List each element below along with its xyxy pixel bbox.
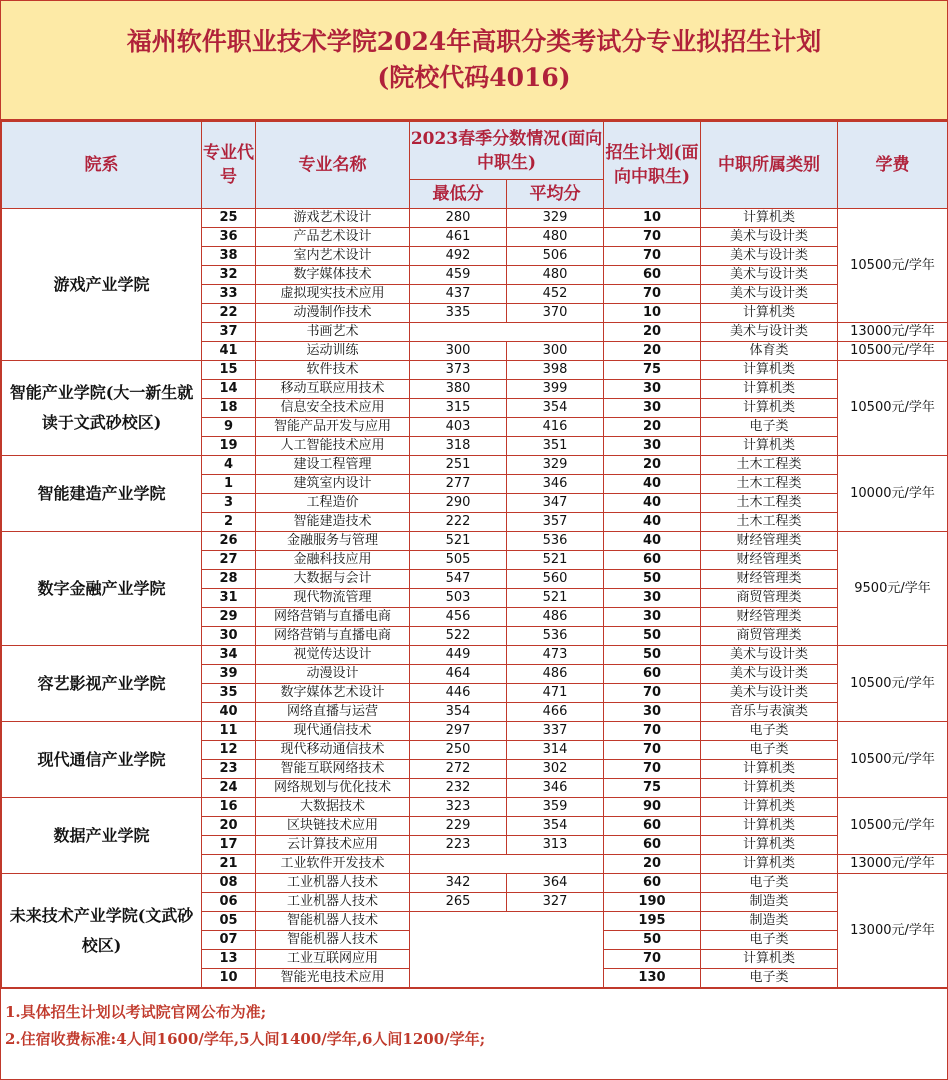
min-score: 446 <box>410 684 507 703</box>
plan-count: 70 <box>604 950 701 969</box>
plan-count: 60 <box>604 817 701 836</box>
major-name: 大数据技术 <box>256 798 410 817</box>
avg-score: 354 <box>507 817 604 836</box>
major-code: 28 <box>202 570 256 589</box>
plan-count: 50 <box>604 627 701 646</box>
min-score: 297 <box>410 722 507 741</box>
table-row <box>2 456 948 475</box>
avg-score: 300 <box>507 342 604 361</box>
avg-score: 314 <box>507 741 604 760</box>
department-name: 现代通信产业学院 <box>2 722 202 798</box>
major-name: 工业软件开发技术 <box>256 855 410 874</box>
major-name: 动漫设计 <box>256 665 410 684</box>
category: 商贸管理类 <box>701 627 838 646</box>
major-code: 12 <box>202 741 256 760</box>
plan-count: 70 <box>604 228 701 247</box>
tuition-fee: 10500元/学年 <box>838 798 948 855</box>
major-code: 27 <box>202 551 256 570</box>
department-name: 智能产业学院(大一新生就读于文武砂校区) <box>2 361 202 456</box>
plan-count: 195 <box>604 912 701 931</box>
avg-score: 313 <box>507 836 604 855</box>
avg-score: 506 <box>507 247 604 266</box>
plan-count: 60 <box>604 551 701 570</box>
tuition-fee: 13000元/学年 <box>838 323 948 342</box>
min-score: 251 <box>410 456 507 475</box>
min-score: 459 <box>410 266 507 285</box>
title-line-1: 福州软件职业技术学院2024年高职分类考试分专业拟招生计划 <box>126 27 822 56</box>
category: 土木工程类 <box>701 494 838 513</box>
category: 计算机类 <box>701 437 838 456</box>
table-row <box>2 646 948 665</box>
category: 美术与设计类 <box>701 247 838 266</box>
tuition-fee: 13000元/学年 <box>838 874 948 988</box>
avg-score: 486 <box>507 608 604 627</box>
notes <box>1 988 947 1053</box>
note-2: 2.住宿收费标准:4人间1600/学年,5人间1400/学年,6人间1200/学年; <box>5 1030 486 1048</box>
plan-count: 30 <box>604 703 701 722</box>
min-score: 492 <box>410 247 507 266</box>
avg-score: 521 <box>507 589 604 608</box>
min-score: 456 <box>410 608 507 627</box>
min-score: 232 <box>410 779 507 798</box>
major-name: 智能光电技术应用 <box>256 969 410 988</box>
category: 计算机类 <box>701 855 838 874</box>
category: 电子类 <box>701 418 838 437</box>
avg-score: 337 <box>507 722 604 741</box>
avg-score: 536 <box>507 627 604 646</box>
avg-score: 471 <box>507 684 604 703</box>
major-code: 22 <box>202 304 256 323</box>
plan-count: 20 <box>604 323 701 342</box>
plan-count: 10 <box>604 304 701 323</box>
major-code: 2 <box>202 513 256 532</box>
min-score: 354 <box>410 703 507 722</box>
major-name: 人工智能技术应用 <box>256 437 410 456</box>
plan-count: 40 <box>604 532 701 551</box>
major-code: 32 <box>202 266 256 285</box>
min-score: 280 <box>410 209 507 228</box>
category: 计算机类 <box>701 836 838 855</box>
header-code: 专业代号 <box>202 122 256 209</box>
major-code: 33 <box>202 285 256 304</box>
major-code: 25 <box>202 209 256 228</box>
major-name: 移动互联应用技术 <box>256 380 410 399</box>
major-name: 智能产品开发与应用 <box>256 418 410 437</box>
category: 商贸管理类 <box>701 589 838 608</box>
avg-score: 354 <box>507 399 604 418</box>
header-dept: 院系 <box>2 122 202 209</box>
major-code: 21 <box>202 855 256 874</box>
major-code: 40 <box>202 703 256 722</box>
category: 制造类 <box>701 893 838 912</box>
avg-score: 351 <box>507 437 604 456</box>
department-name: 容艺影视产业学院 <box>2 646 202 722</box>
plan-count: 20 <box>604 855 701 874</box>
min-score: 342 <box>410 874 507 893</box>
major-name: 网络营销与直播电商 <box>256 608 410 627</box>
tuition-fee: 10500元/学年 <box>838 361 948 456</box>
category: 计算机类 <box>701 798 838 817</box>
plan-count: 50 <box>604 931 701 950</box>
plan-count: 30 <box>604 399 701 418</box>
plan-count: 20 <box>604 456 701 475</box>
major-name: 金融服务与管理 <box>256 532 410 551</box>
major-code: 14 <box>202 380 256 399</box>
min-score: 521 <box>410 532 507 551</box>
category: 美术与设计类 <box>701 266 838 285</box>
category: 计算机类 <box>701 817 838 836</box>
major-code: 16 <box>202 798 256 817</box>
major-name: 云计算技术应用 <box>256 836 410 855</box>
category: 财经管理类 <box>701 570 838 589</box>
avg-score: 329 <box>507 456 604 475</box>
major-code: 23 <box>202 760 256 779</box>
tuition-fee: 13000元/学年 <box>838 855 948 874</box>
category: 电子类 <box>701 874 838 893</box>
major-name: 现代移动通信技术 <box>256 741 410 760</box>
category: 土木工程类 <box>701 475 838 494</box>
plan-count: 75 <box>604 361 701 380</box>
major-name: 建筑室内设计 <box>256 475 410 494</box>
tuition-fee: 10500元/学年 <box>838 209 948 323</box>
major-code: 17 <box>202 836 256 855</box>
header-avg-score: 平均分 <box>507 180 604 209</box>
major-code: 20 <box>202 817 256 836</box>
major-name: 智能机器人技术 <box>256 931 410 950</box>
avg-score: 370 <box>507 304 604 323</box>
min-score: 272 <box>410 760 507 779</box>
major-code: 3 <box>202 494 256 513</box>
major-code: 39 <box>202 665 256 684</box>
header-name: 专业名称 <box>256 122 410 209</box>
avg-score: 416 <box>507 418 604 437</box>
major-code: 07 <box>202 931 256 950</box>
category: 电子类 <box>701 969 838 988</box>
tuition-fee: 10500元/学年 <box>838 342 948 361</box>
min-score: 373 <box>410 361 507 380</box>
plan-count: 70 <box>604 760 701 779</box>
header-min-score: 最低分 <box>410 180 507 209</box>
category: 美术与设计类 <box>701 285 838 304</box>
plan-count: 40 <box>604 475 701 494</box>
plan-count: 30 <box>604 589 701 608</box>
plan-count: 75 <box>604 779 701 798</box>
min-score: 315 <box>410 399 507 418</box>
tuition-fee: 10500元/学年 <box>838 646 948 722</box>
min-score: 403 <box>410 418 507 437</box>
major-name: 金融科技应用 <box>256 551 410 570</box>
plan-count: 130 <box>604 969 701 988</box>
category: 计算机类 <box>701 380 838 399</box>
major-name: 智能建造技术 <box>256 513 410 532</box>
major-code: 26 <box>202 532 256 551</box>
major-name: 网络营销与直播电商 <box>256 627 410 646</box>
plan-count: 20 <box>604 418 701 437</box>
major-code: 29 <box>202 608 256 627</box>
avg-score: 359 <box>507 798 604 817</box>
plan-count: 30 <box>604 380 701 399</box>
avg-score: 357 <box>507 513 604 532</box>
major-name: 书画艺术 <box>256 323 410 342</box>
major-code: 05 <box>202 912 256 931</box>
major-name: 产品艺术设计 <box>256 228 410 247</box>
min-score: 547 <box>410 570 507 589</box>
min-score: 318 <box>410 437 507 456</box>
score-empty <box>410 323 604 342</box>
major-code: 34 <box>202 646 256 665</box>
category: 音乐与表演类 <box>701 703 838 722</box>
avg-score: 347 <box>507 494 604 513</box>
major-name: 数字媒体艺术设计 <box>256 684 410 703</box>
major-code: 10 <box>202 969 256 988</box>
plan-count: 190 <box>604 893 701 912</box>
tuition-fee: 10500元/学年 <box>838 722 948 798</box>
major-code: 15 <box>202 361 256 380</box>
major-name: 大数据与会计 <box>256 570 410 589</box>
min-score: 265 <box>410 893 507 912</box>
category: 财经管理类 <box>701 532 838 551</box>
category: 美术与设计类 <box>701 228 838 247</box>
plan-count: 10 <box>604 209 701 228</box>
major-name: 网络直播与运营 <box>256 703 410 722</box>
category: 制造类 <box>701 912 838 931</box>
min-score: 223 <box>410 836 507 855</box>
enrollment-plan-table <box>1 121 948 988</box>
plan-count: 70 <box>604 285 701 304</box>
category: 美术与设计类 <box>701 684 838 703</box>
category: 美术与设计类 <box>701 665 838 684</box>
major-code: 35 <box>202 684 256 703</box>
major-name: 运动训练 <box>256 342 410 361</box>
major-code: 9 <box>202 418 256 437</box>
department-name: 智能建造产业学院 <box>2 456 202 532</box>
major-name: 工程造价 <box>256 494 410 513</box>
table-row <box>2 532 948 551</box>
major-name: 现代物流管理 <box>256 589 410 608</box>
min-score: 222 <box>410 513 507 532</box>
min-score: 250 <box>410 741 507 760</box>
avg-score: 327 <box>507 893 604 912</box>
avg-score: 302 <box>507 760 604 779</box>
category: 电子类 <box>701 741 838 760</box>
note-1: 1.具体招生计划以考试院官网公布为准; <box>5 1003 267 1021</box>
min-score: 290 <box>410 494 507 513</box>
avg-score: 560 <box>507 570 604 589</box>
category: 计算机类 <box>701 950 838 969</box>
score-empty <box>410 855 604 874</box>
major-name: 网络规划与优化技术 <box>256 779 410 798</box>
avg-score: 346 <box>507 779 604 798</box>
major-name: 现代通信技术 <box>256 722 410 741</box>
plan-count: 40 <box>604 513 701 532</box>
header-plan: 招生计划(面向中职生) <box>604 122 701 209</box>
plan-count: 40 <box>604 494 701 513</box>
tuition-fee: 10000元/学年 <box>838 456 948 532</box>
avg-score: 473 <box>507 646 604 665</box>
plan-count: 60 <box>604 874 701 893</box>
plan-count: 30 <box>604 437 701 456</box>
table-body <box>2 209 948 988</box>
category: 电子类 <box>701 931 838 950</box>
min-score: 522 <box>410 627 507 646</box>
department-name: 游戏产业学院 <box>2 209 202 361</box>
major-code: 30 <box>202 627 256 646</box>
major-code: 11 <box>202 722 256 741</box>
department-name: 未来技术产业学院(文武砂校区) <box>2 874 202 988</box>
min-score: 277 <box>410 475 507 494</box>
score-empty <box>410 912 604 988</box>
major-name: 软件技术 <box>256 361 410 380</box>
avg-score: 399 <box>507 380 604 399</box>
major-code: 06 <box>202 893 256 912</box>
min-score: 380 <box>410 380 507 399</box>
major-name: 数字媒体技术 <box>256 266 410 285</box>
major-name: 智能互联网络技术 <box>256 760 410 779</box>
table-row <box>2 874 948 893</box>
category: 计算机类 <box>701 779 838 798</box>
avg-score: 486 <box>507 665 604 684</box>
min-score: 335 <box>410 304 507 323</box>
category: 体育类 <box>701 342 838 361</box>
major-code: 24 <box>202 779 256 798</box>
major-code: 38 <box>202 247 256 266</box>
plan-count: 90 <box>604 798 701 817</box>
avg-score: 521 <box>507 551 604 570</box>
min-score: 449 <box>410 646 507 665</box>
major-name: 虚拟现实技术应用 <box>256 285 410 304</box>
title-line-2: (院校代码4016) <box>377 63 571 92</box>
major-name: 区块链技术应用 <box>256 817 410 836</box>
major-code: 37 <box>202 323 256 342</box>
category: 计算机类 <box>701 399 838 418</box>
major-name: 动漫制作技术 <box>256 304 410 323</box>
plan-count: 70 <box>604 722 701 741</box>
avg-score: 329 <box>507 209 604 228</box>
min-score: 464 <box>410 665 507 684</box>
table-row <box>2 361 948 380</box>
department-name: 数据产业学院 <box>2 798 202 874</box>
avg-score: 480 <box>507 266 604 285</box>
major-code: 08 <box>202 874 256 893</box>
avg-score: 452 <box>507 285 604 304</box>
major-code: 31 <box>202 589 256 608</box>
document-title <box>1 1 947 121</box>
plan-count: 60 <box>604 665 701 684</box>
plan-count: 70 <box>604 684 701 703</box>
header-scores-2023: 2023春季分数情况(面向中职生) <box>410 122 604 180</box>
plan-count: 60 <box>604 266 701 285</box>
avg-score: 536 <box>507 532 604 551</box>
header-fee: 学费 <box>838 122 948 209</box>
plan-count: 50 <box>604 646 701 665</box>
major-name: 信息安全技术应用 <box>256 399 410 418</box>
category: 财经管理类 <box>701 608 838 627</box>
major-code: 1 <box>202 475 256 494</box>
avg-score: 346 <box>507 475 604 494</box>
major-name: 游戏艺术设计 <box>256 209 410 228</box>
category: 计算机类 <box>701 361 838 380</box>
plan-count: 60 <box>604 836 701 855</box>
plan-count: 70 <box>604 741 701 760</box>
avg-score: 364 <box>507 874 604 893</box>
min-score: 505 <box>410 551 507 570</box>
plan-count: 70 <box>604 247 701 266</box>
category: 土木工程类 <box>701 513 838 532</box>
major-name: 室内艺术设计 <box>256 247 410 266</box>
table-row <box>2 209 948 228</box>
avg-score: 466 <box>507 703 604 722</box>
min-score: 229 <box>410 817 507 836</box>
category: 美术与设计类 <box>701 323 838 342</box>
major-name: 视觉传达设计 <box>256 646 410 665</box>
major-name: 工业机器人技术 <box>256 874 410 893</box>
major-name: 智能机器人技术 <box>256 912 410 931</box>
major-code: 36 <box>202 228 256 247</box>
major-name: 工业互联网应用 <box>256 950 410 969</box>
min-score: 461 <box>410 228 507 247</box>
major-code: 41 <box>202 342 256 361</box>
plan-count: 30 <box>604 608 701 627</box>
category: 电子类 <box>701 722 838 741</box>
avg-score: 398 <box>507 361 604 380</box>
major-code: 4 <box>202 456 256 475</box>
tuition-fee: 9500元/学年 <box>838 532 948 646</box>
category: 美术与设计类 <box>701 646 838 665</box>
category: 计算机类 <box>701 209 838 228</box>
major-code: 18 <box>202 399 256 418</box>
table-row <box>2 722 948 741</box>
major-name: 工业机器人技术 <box>256 893 410 912</box>
major-name: 建设工程管理 <box>256 456 410 475</box>
header-category: 中职所属类别 <box>701 122 838 209</box>
plan-count: 20 <box>604 342 701 361</box>
category: 计算机类 <box>701 760 838 779</box>
min-score: 300 <box>410 342 507 361</box>
department-name: 数字金融产业学院 <box>2 532 202 646</box>
category: 土木工程类 <box>701 456 838 475</box>
min-score: 323 <box>410 798 507 817</box>
table-row <box>2 798 948 817</box>
category: 计算机类 <box>701 304 838 323</box>
min-score: 437 <box>410 285 507 304</box>
min-score: 503 <box>410 589 507 608</box>
avg-score: 480 <box>507 228 604 247</box>
major-code: 19 <box>202 437 256 456</box>
major-code: 13 <box>202 950 256 969</box>
plan-count: 50 <box>604 570 701 589</box>
category: 财经管理类 <box>701 551 838 570</box>
